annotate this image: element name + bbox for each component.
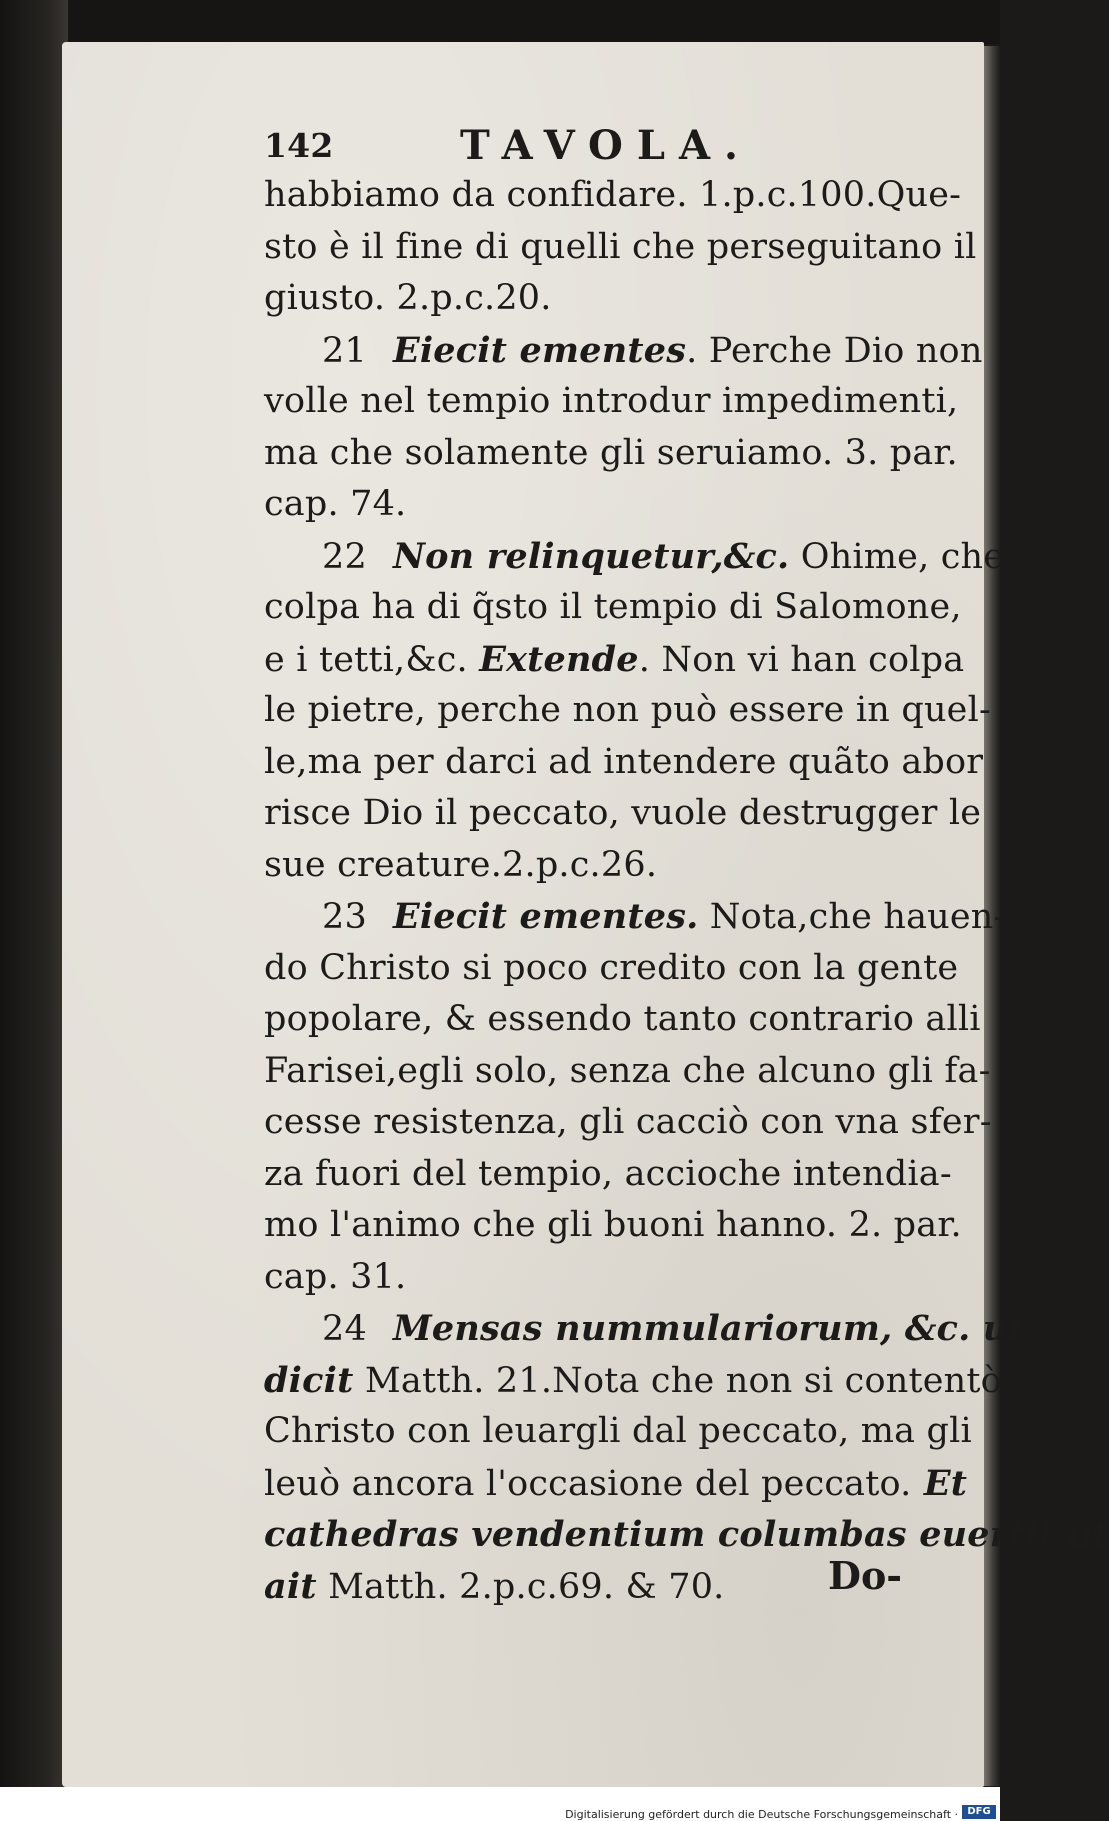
text-line: [264, 1355, 1002, 1407]
text-span: mo l'animo che gli buoni hanno. 2. par.: [264, 1205, 962, 1245]
text-span: cap. 31.: [264, 1256, 407, 1297]
text-span: sto è il fine di quelli che perseguitano il: [264, 226, 977, 267]
text-line: [264, 1303, 1025, 1355]
text-line: [264, 1458, 968, 1510]
text-span: e i tetti,&c.: [264, 639, 468, 680]
text-line: [264, 1046, 991, 1098]
latin-lemma: Eiecit ementes.: [392, 896, 699, 937]
latin-lemma: Eiecit ementes: [392, 329, 687, 371]
text-span: cap. 74.: [264, 484, 407, 524]
book-gutter: [0, 0, 68, 1821]
text-line: [264, 943, 964, 995]
text-line: [264, 531, 1005, 583]
text-line: [264, 1252, 964, 1304]
page-text: [264, 120, 1109, 1612]
page-header: [264, 120, 964, 169]
text-span: Matth. 2.p.c.69. & 70.: [316, 1566, 725, 1607]
text-line: [264, 376, 964, 428]
latin-lemma: Extende: [479, 638, 639, 680]
text-span: Christo con leuargli dal peccato, ma gli: [264, 1411, 972, 1451]
text-line: [264, 685, 992, 737]
latin-lemma: dicit: [264, 1359, 354, 1401]
text-span: le,ma per darci ad intendere quãto abor: [264, 741, 984, 782]
catchword: Do-: [828, 1553, 903, 1598]
text-line: [264, 1200, 964, 1252]
text-line: [264, 891, 1006, 943]
text-span: risce Dio il peccato, vuole destrugger le: [264, 793, 982, 833]
text-line: [264, 582, 964, 634]
scan-top-band: [0, 0, 1000, 44]
text-line: [264, 325, 983, 377]
text-line: [264, 634, 964, 686]
text-span: Matth. 21.Nota che non si contentò: [353, 1360, 1002, 1401]
text-span: cesse resistenza, gli cacciò con vna sfer-: [264, 1102, 992, 1142]
text-line: [264, 170, 964, 222]
text-line: [264, 737, 984, 789]
running-title: TAVOLA.: [460, 122, 752, 169]
text-line: [264, 994, 981, 1046]
dfg-logo: DFG: [962, 1805, 996, 1819]
page-number: 142: [264, 126, 334, 165]
text-span: ma che solamente gli seruiamo. 3. par.: [264, 432, 958, 473]
text-span: popolare, & essendo tanto contrario alli: [264, 999, 981, 1039]
latin-lemma: Mensas nummulariorum, &c. ut: [392, 1308, 1025, 1349]
text-line: [264, 222, 977, 274]
text-span: . Perche Dio non: [686, 330, 983, 371]
text-span: colpa ha di q̃sto il tempio di Salomone,: [264, 587, 962, 627]
text-span: do Christo si poco credito con la gente: [264, 947, 959, 988]
text-span: leuò ancora l'occasione del peccato.: [264, 1463, 912, 1504]
text-span: Farisei,egli solo, senza che alcuno gli fa-: [264, 1050, 991, 1091]
latin-lemma: ait: [264, 1565, 317, 1607]
text-span: sue creature.2.p.c.26.: [264, 844, 658, 885]
text-span: . Non vi han colpa: [638, 639, 965, 680]
text-line: [264, 479, 964, 531]
text-span: volle nel tempio introdur impedimenti,: [264, 381, 959, 421]
text-span: Nota,che hauen-: [698, 897, 1006, 937]
latin-lemma: Et: [911, 1462, 968, 1504]
entry-number: 21: [322, 330, 367, 371]
entry-number: 22: [322, 536, 367, 577]
latin-lemma: cathedras vendentium columbas euertit,ut: [264, 1514, 1109, 1555]
text-span: le pietre, perche non può essere in quel-: [264, 690, 992, 730]
text-span: giusto. 2.p.c.20.: [264, 278, 552, 318]
text-line: [264, 273, 964, 325]
text-line: [264, 1149, 964, 1201]
text-span: habbiamo da confidare. 1.p.c.100.Que-: [264, 175, 962, 215]
text-line: [264, 428, 964, 480]
entry-number: 23: [322, 897, 367, 937]
text-span: Ohime, che: [789, 536, 1005, 577]
entry-number: 24: [322, 1309, 367, 1349]
latin-lemma: Non relinquetur,&c.: [392, 535, 790, 577]
text-line: [264, 1097, 992, 1149]
digitization-credit: Digitalisierung gefördert durch die Deutsche Forschungsgemeinschaft ·: [565, 1808, 958, 1821]
text-line: [264, 788, 982, 840]
text-line: [264, 1406, 972, 1458]
text-line: [264, 840, 964, 892]
text-span: za fuori del tempio, accioche intendia-: [264, 1153, 952, 1194]
